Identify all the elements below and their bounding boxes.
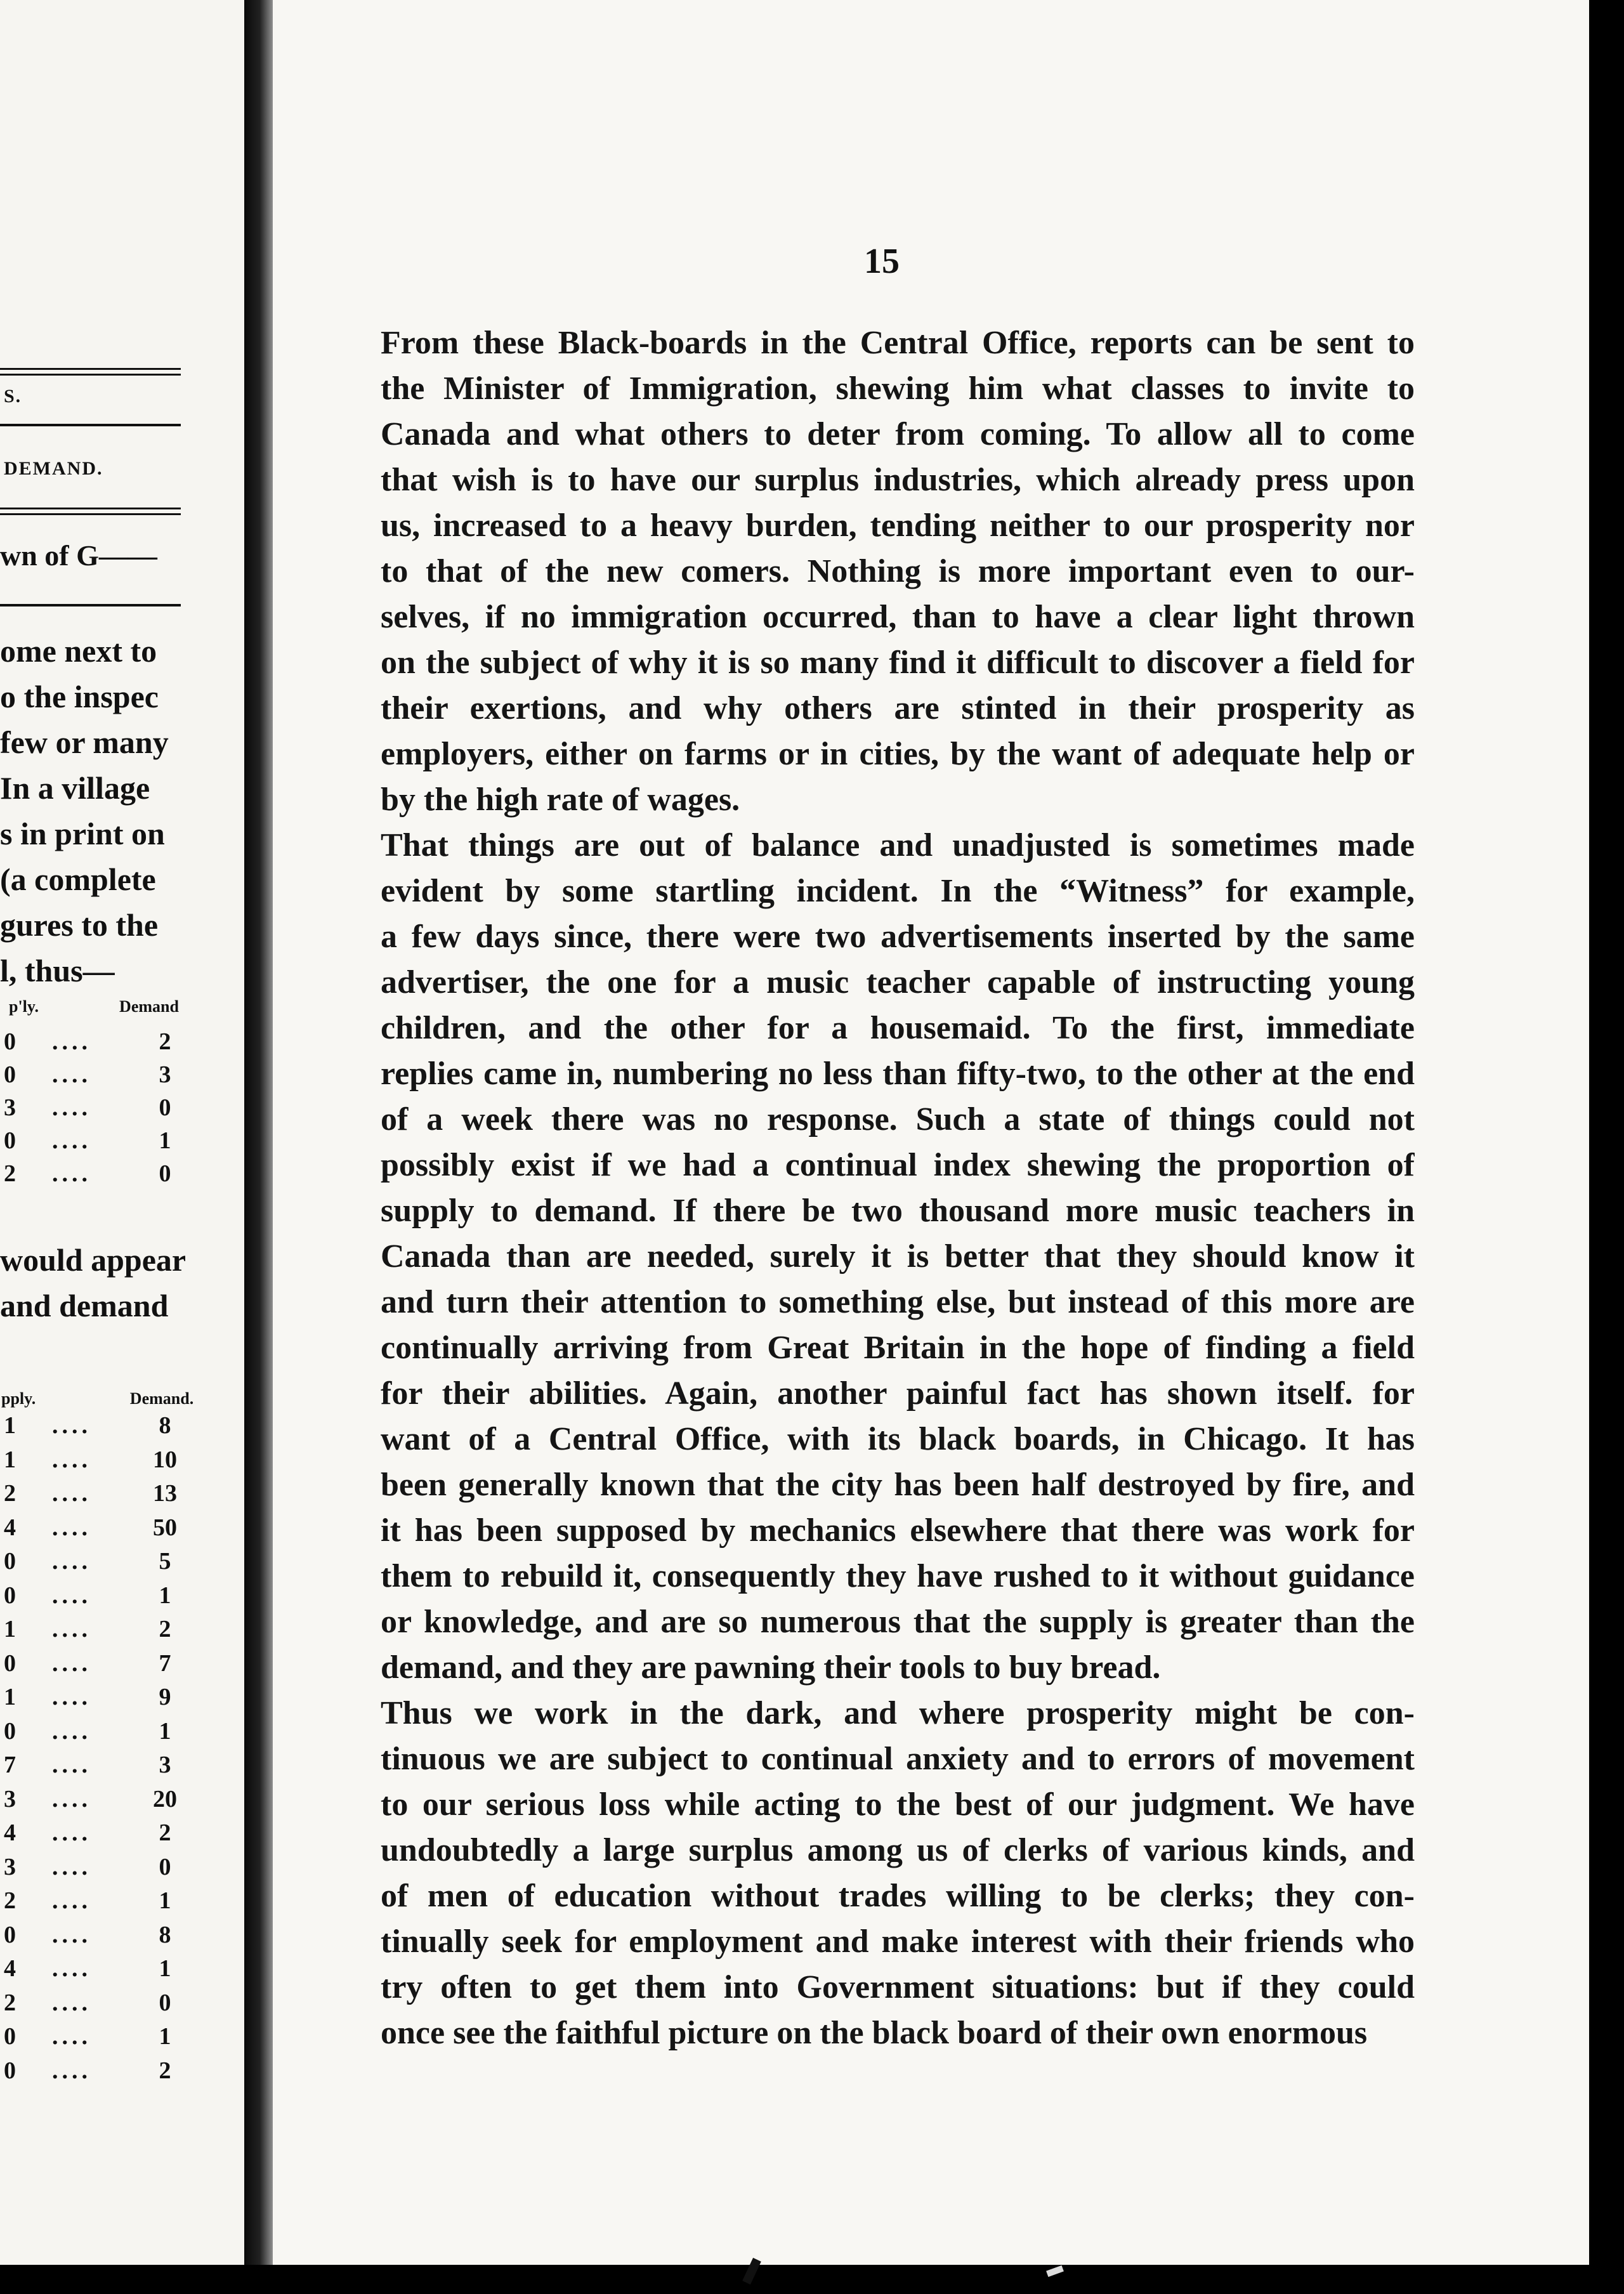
text-line: try often to get them into Government situations: but if they could [381, 1969, 1415, 2005]
cell-dots: .... [52, 1785, 91, 1812]
cell-demand: 20 [153, 1785, 177, 1812]
text-line: demand, and they are pawning their tools to buy bread. [381, 1649, 1161, 1686]
text-line: to that of the new comers. Nothing is more important even to our- [381, 553, 1415, 589]
cell-demand: 2 [159, 1819, 171, 1846]
cell-supply: 1 [4, 1616, 16, 1642]
cell-demand: 1 [159, 1717, 171, 1745]
cell-demand: 1 [159, 2023, 171, 2050]
text-line: supply to demand. If there be two thousand more music teachers in [381, 1193, 1415, 1229]
cell-dots: .... [52, 1684, 91, 1710]
text-line: replies came in, numbering no less than fifty-two, to the other at the end [381, 1056, 1415, 1092]
body-text [381, 320, 1415, 2056]
cell-supply: 4 [4, 1955, 16, 1982]
cell-supply: 0 [4, 1028, 16, 1055]
cell-demand: 3 [159, 1061, 171, 1088]
text-line: for their abilities. Again, another painful fact has shown itself. for [381, 1375, 1415, 1412]
cell-demand: 13 [153, 1480, 177, 1507]
paragraph [381, 320, 1415, 823]
cell-supply: 0 [4, 1717, 16, 1745]
cell-supply: 0 [4, 1649, 16, 1677]
cell-dots: .... [52, 2023, 91, 2050]
cell-supply: 3 [4, 1853, 16, 1880]
cell-dots: .... [52, 1887, 91, 1914]
text-line: by the high rate of wages. [381, 782, 740, 818]
cell-demand: 1 [159, 1582, 171, 1609]
cell-supply: 1 [4, 1684, 16, 1710]
page-edge-bottom [0, 2265, 1624, 2294]
cell-dots: .... [52, 1819, 91, 1846]
text-line: That things are out of balance and unadjusted is sometimes made [381, 827, 1415, 863]
cell-demand: 8 [159, 1412, 171, 1439]
cell-dots: .... [52, 1061, 91, 1088]
cell-dots: .... [52, 1480, 91, 1507]
cell-demand: 1 [159, 1887, 171, 1914]
left-text-line: ome next to [0, 633, 157, 669]
text-line: Canada and what others to deter from coming. To allow all to come [381, 416, 1415, 452]
supply-header: pply. [1, 1389, 36, 1408]
text-line: them to rebuild it, consequently they have rushed to it without guidance [381, 1558, 1415, 1594]
cell-dots: .... [52, 1616, 91, 1642]
cell-demand: 3 [159, 1752, 171, 1778]
cell-demand: 2 [159, 1028, 171, 1055]
cell-supply: 3 [4, 1785, 16, 1812]
text-line: the Minister of Immigration, shewing him what classes to invite to [381, 370, 1415, 407]
text-line: to our serious loss while acting to the best of our judgment. We have [381, 1786, 1415, 1823]
text-line: Thus we work in the dark, and where prosperity might be con- [381, 1695, 1415, 1731]
left-page-fragment [0, 0, 244, 2294]
text-line: want of a Central Office, with its black boards, in Chicago. It has [381, 1421, 1415, 1457]
text-line: or knowledge, and are so numerous that the supply is greater than the [381, 1604, 1415, 1640]
text-line: of men of education without trades willing to be clerks; they con- [381, 1878, 1415, 1914]
text-line: employers, either on farms or in cities, by the want of adequate help or [381, 736, 1415, 772]
cell-supply: 0 [4, 2023, 16, 2050]
text-line: continually arriving from Great Britain in the hope of finding a field [381, 1330, 1415, 1366]
cell-dots: .... [52, 2057, 91, 2084]
cell-demand: 5 [159, 1548, 171, 1575]
cell-dots: .... [52, 1160, 91, 1187]
left-text-line: and demand [0, 1288, 169, 1323]
text-line: and turn their attention to something else, but instead of this more are [381, 1284, 1415, 1320]
cell-supply: 0 [4, 1061, 16, 1088]
demand-header: Demand [119, 997, 179, 1016]
left-heading-demand: DEMAND. [4, 458, 103, 479]
left-text-line: few or many [0, 724, 169, 760]
cell-supply: 4 [4, 1819, 16, 1846]
cell-dots: .... [52, 1853, 91, 1880]
left-text-line: (a complete [0, 862, 156, 897]
cell-demand: 0 [159, 1853, 171, 1880]
rule [0, 424, 181, 426]
text-line: us, increased to a heavy burden, tending neither to our prosperity nor [381, 508, 1415, 544]
cell-supply: 2 [4, 1989, 16, 2016]
page-number: 15 [864, 242, 900, 281]
cell-demand: 1 [159, 1127, 171, 1154]
text-line: evident by some startling incident. In the “Witness” for example, [381, 873, 1415, 909]
cell-dots: .... [52, 1717, 91, 1745]
text-line: a few days since, there were two advertisements inserted by the same [381, 919, 1415, 955]
cell-dots: .... [52, 1127, 91, 1154]
cell-demand: 9 [159, 1684, 171, 1710]
cell-dots: .... [52, 1752, 91, 1778]
cell-demand: 1 [159, 1955, 171, 1982]
cell-dots: .... [52, 1649, 91, 1677]
cell-demand: 2 [159, 2057, 171, 2084]
left-town-line: wn of G—— [0, 539, 157, 572]
text-line: From these Black-boards in the Central Office, reports can be sent to [381, 325, 1415, 361]
cell-dots: .... [52, 1514, 91, 1541]
cell-supply: 2 [4, 1887, 16, 1914]
cell-demand: 0 [159, 1160, 171, 1187]
cell-supply: 1 [4, 1446, 16, 1473]
text-line: possibly exist if we had a continual index shewing the proportion of [381, 1147, 1415, 1183]
paragraph [381, 1691, 1415, 2056]
paragraph [381, 823, 1415, 1691]
left-heading-s: S. [4, 386, 22, 407]
cell-supply: 0 [4, 1127, 16, 1154]
text-line: tinually seek for employment and make interest with their friends who [381, 1924, 1415, 1960]
text-line: undoubtedly a large surplus among us of clerks of various kinds, and [381, 1832, 1415, 1868]
cell-supply: 4 [4, 1514, 16, 1541]
cell-demand: 0 [159, 1094, 171, 1121]
text-line: children, and the other for a housemaid. To the first, immediate [381, 1010, 1415, 1046]
cell-demand: 2 [159, 1616, 171, 1642]
cell-supply: 0 [4, 2057, 16, 2084]
cell-dots: .... [52, 1989, 91, 2016]
left-text-line: s in print on [0, 816, 165, 851]
left-text-line: would appear [0, 1242, 187, 1278]
text-line: Canada than are needed, surely it is better that they should know it [381, 1238, 1415, 1275]
page-edge-right [1589, 0, 1624, 2294]
left-text-line: l, thus— [0, 953, 115, 988]
cell-supply: 7 [4, 1752, 16, 1778]
cell-dots: .... [52, 1028, 91, 1055]
cell-dots: .... [52, 1548, 91, 1575]
cell-dots: .... [52, 1921, 91, 1948]
left-text-line: gures to the [0, 907, 159, 943]
cell-supply: 2 [4, 1160, 16, 1187]
text-line: of a week there was no response. Such a state of things could not [381, 1101, 1415, 1137]
rule [0, 508, 181, 515]
demand-header: Demand. [129, 1389, 194, 1408]
cell-demand: 50 [153, 1514, 177, 1541]
cell-supply: 2 [4, 1480, 16, 1507]
text-line: advertiser, the one for a music teacher capable of instructing young [381, 964, 1415, 1000]
text-line: selves, if no immigration occurred, than to have a clear light thrown [381, 599, 1415, 635]
cell-supply: 0 [4, 1921, 16, 1948]
cell-demand: 7 [159, 1649, 171, 1677]
cell-dots: .... [52, 1412, 91, 1439]
text-line: once see the faithful picture on the black board of their own enormous [381, 2015, 1368, 2051]
cell-dots: .... [52, 1955, 91, 1982]
cell-supply: 3 [4, 1094, 16, 1121]
text-line: their exertions, and why others are stinted in their prosperity as [381, 690, 1415, 726]
text-line: that wish is to have our surplus industries, which already press upon [381, 462, 1415, 498]
text-line: tinuous we are subject to continual anxiety and to errors of movement [381, 1741, 1415, 1777]
cell-demand: 10 [153, 1446, 177, 1473]
left-text-line: In a village [0, 770, 150, 806]
text-line: been generally known that the city has been half destroyed by fire, and [381, 1467, 1415, 1503]
left-text-line: o the inspec [0, 679, 159, 714]
text-line: on the subject of why it is so many find it difficult to discover a field for [381, 645, 1415, 681]
cell-demand: 8 [159, 1921, 171, 1948]
cell-supply: 1 [4, 1412, 16, 1439]
rule [0, 604, 181, 606]
cell-dots: .... [52, 1094, 91, 1121]
cell-demand: 0 [159, 1989, 171, 2016]
cell-supply: 0 [4, 1548, 16, 1575]
supply-header: p'ly. [9, 997, 39, 1016]
cell-dots: .... [52, 1582, 91, 1609]
cell-dots: .... [52, 1446, 91, 1473]
cell-supply: 0 [4, 1582, 16, 1609]
top-double-rule [0, 368, 181, 376]
text-line: it has been supposed by mechanics elsewhere that there was work for [381, 1512, 1415, 1549]
